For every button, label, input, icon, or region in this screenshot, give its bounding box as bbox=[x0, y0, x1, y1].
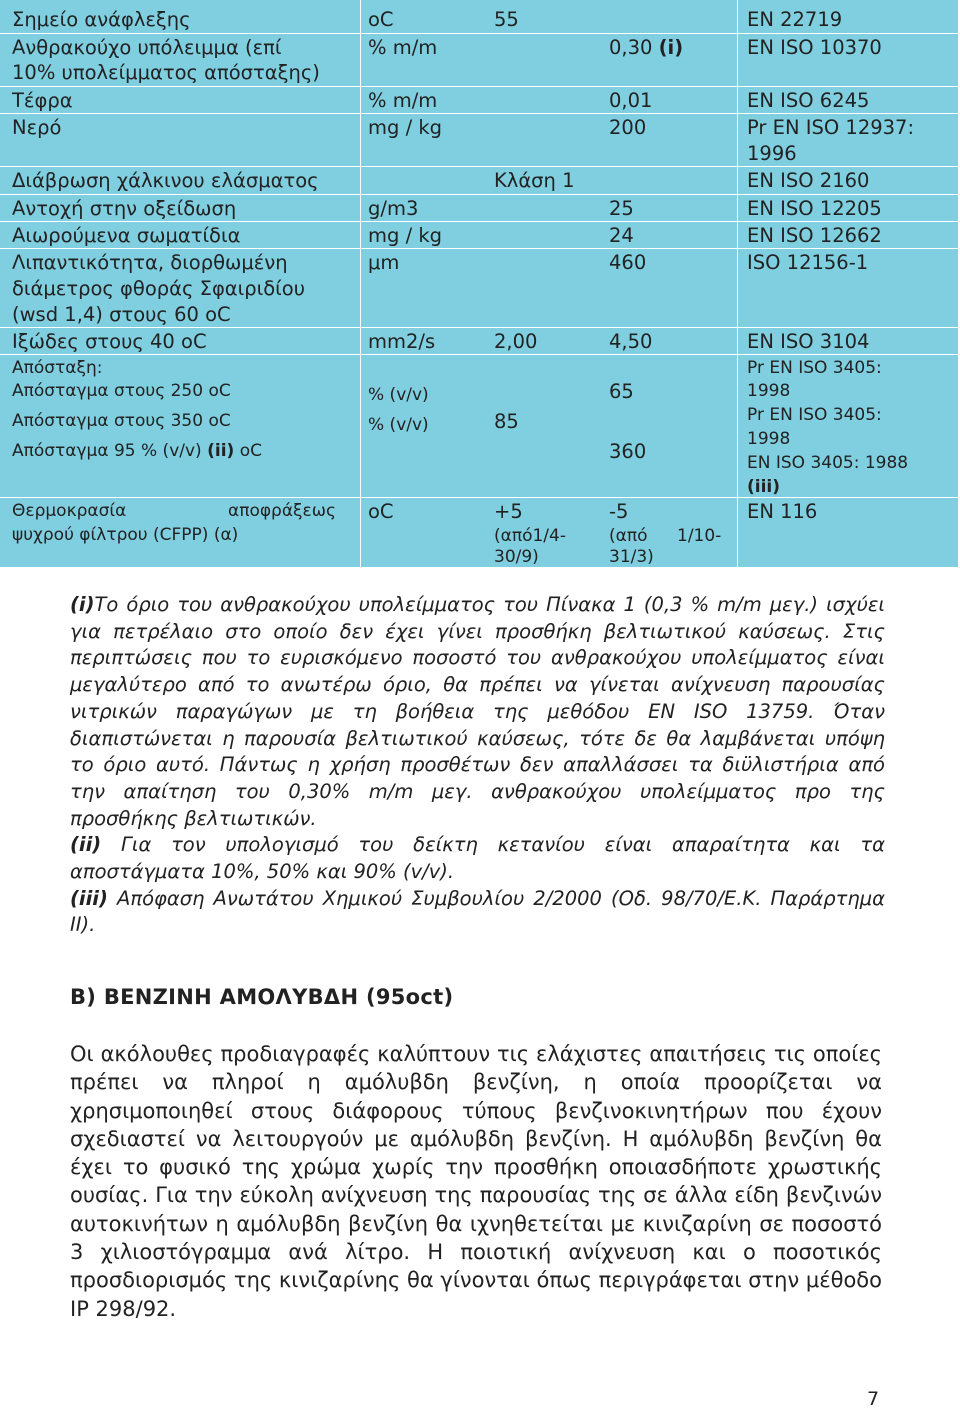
property-label: Θερμοκρασία bbox=[12, 501, 127, 521]
method: EN ISO 10370 bbox=[747, 36, 882, 59]
page-number: 7 bbox=[867, 1388, 880, 1410]
method: EN 22719 bbox=[747, 8, 843, 31]
max-value: 360 bbox=[609, 440, 647, 463]
max-value: 200 bbox=[609, 116, 647, 139]
min-value: 85 bbox=[494, 410, 519, 433]
method: EN ISO 3405: 1988 bbox=[747, 453, 909, 473]
min-value: 55 bbox=[494, 8, 519, 31]
method: EN ISO 12662 bbox=[747, 224, 882, 247]
min-value: 2,00 bbox=[494, 330, 538, 353]
winter-period: 1/10- bbox=[677, 526, 722, 546]
unit: oC bbox=[368, 8, 394, 31]
property-label: Λιπαντικότητα, διορθωμένη bbox=[12, 251, 288, 274]
spec-table bbox=[0, 0, 958, 567]
winter-value: -5 bbox=[609, 500, 629, 523]
winter-period: (από bbox=[609, 526, 648, 546]
summer-value: +5 bbox=[494, 500, 523, 523]
unit: % m/m bbox=[368, 89, 438, 112]
footnote-ii: (ii) Για τον υπολογισμό του δείκτη κετανίου είναι απαραίτητα και τα αποστάγματα 10%, 50% και 90% (v/v). bbox=[70, 833, 885, 884]
summer-period: (από1/4- bbox=[494, 526, 566, 546]
table-row bbox=[0, 354, 958, 498]
method: ISO 12156-1 bbox=[747, 251, 869, 274]
unit: % (v/v) bbox=[368, 415, 429, 435]
footnote-iii: (iii) Απόφαση Ανωτάτου Χημικού Συμβουλίου 2/2000 (Οδ. 98/70/Ε.Κ. Παράρτημα ΙΙ). bbox=[70, 886, 886, 937]
property-label-cont: 10% υπολείμματος απόσταξης) bbox=[12, 61, 320, 84]
table-row bbox=[0, 166, 958, 195]
winter-period-cont: 31/3) bbox=[609, 547, 654, 567]
unit: mg / kg bbox=[368, 224, 443, 247]
method-note: (iii) bbox=[747, 477, 781, 497]
max-value: 65 bbox=[609, 380, 634, 403]
unit: mm2/s bbox=[368, 330, 436, 353]
property-label: Αιωρούμενα σωματίδια bbox=[12, 224, 241, 247]
property-label: αποφράξεως bbox=[228, 501, 336, 521]
max-value: 460 bbox=[609, 251, 647, 274]
property-label: Διάβρωση χάλκινου ελάσματος bbox=[12, 169, 319, 192]
footnotes bbox=[70, 592, 885, 939]
table-row bbox=[0, 327, 958, 355]
method: EN 116 bbox=[747, 500, 818, 523]
method: Pr EN ISO 12937: bbox=[747, 116, 915, 139]
method-cont: 1998 bbox=[747, 381, 791, 401]
method-cont: 1998 bbox=[747, 429, 791, 449]
section-body: Οι ακόλουθες προδιαγραφές καλύπτουν τις ελάχιστες απαιτήσεις τις οποίες πρέπει να πληροί η αμόλυβδη βενζίνη, η οποία προορίζεται να χρησιμοποιηθεί στους διάφορους τύπους βενζινοκινητήρων που έχουν σχεδιαστεί να λειτουργούν με αμόλυβδη βενζίνη. Η αμόλυβδη βενζίνη θα έχει το φυσικό της χρώμα χωρίς την προσθήκη οποιασδήποτε χρωστικής ουσίας. Για την εύκολη ανίχνευση της παρουσίας της σε άλλα είδη βενζινών αυτοκινήτων η αμόλυβδη βενζίνη θα ιχνηθετείται με κινιζαρίνη σε ποσοστό 3 χιλιοστόγραμμα ανά λίτρο. Η ποιοτική ανίχνευση και ο ποσοτικός προσδιορισμός της κινιζαρίνης θα γίνονται όπως περιγράφεται στην μέθοδο IP 298/92. bbox=[70, 1042, 882, 1321]
unit: oC bbox=[368, 500, 394, 523]
table-row bbox=[0, 221, 958, 249]
summer-period-cont: 30/9) bbox=[494, 547, 539, 567]
property-label: Σημείο ανάφλεξης bbox=[12, 8, 191, 31]
property-label-cont: Απόσταγμα στους 350 oC bbox=[12, 411, 231, 431]
table-row bbox=[0, 113, 958, 167]
method: EN ISO 3104 bbox=[747, 330, 870, 353]
property-label-cont: Απόσταγμα 95 % (v/v) (ii) oC bbox=[12, 441, 262, 461]
footnote-i: (i)Το όριο του ανθρακούχου υπολείμματος του Πίνακα 1 (0,3 % m/m μεγ.) ισχύει για πετρέλαιο στο οποίο δεν έχει γίνει προσθήκη βελτιωτικού καύσεως. Στις περιπτώσεις που το ευρισκόμενο ποσοστό του ανθρακούχου υπολείμματος είναι μεγαλύτερο από το ανωτέρω όριο, θα πρέπει να γίνεται ανίχνευση παρουσίας νιτρικών παραγώγων με τη βοήθεια της μεθόδου EN ISO 13759. Όταν διαπιστώνεται η παρουσία βελτιωτικού καύσεως, τότε δε θα λαμβάνεται υπόψη το όριο αυτό. Πάντως η χρήση προσθέτων δεν απαλλάσσει τα διϋλιστήρια από την απαίτηση του 0,30% m/m μεγ. ανθρακούχου υπολείμματος προ της προσθήκης βελτιωτικών. bbox=[70, 593, 885, 830]
value: Κλάση 1 bbox=[494, 169, 575, 192]
property-label: Τέφρα bbox=[12, 89, 73, 112]
unit: μm bbox=[368, 251, 400, 274]
max-value: 4,50 bbox=[609, 330, 653, 353]
property-label-cont: ψυχρού φίλτρου (CFPP) (α) bbox=[12, 525, 239, 545]
method: EN ISO 2160 bbox=[747, 169, 870, 192]
property-label-cont: διάμετρος φθοράς Σφαιριδίου bbox=[12, 277, 305, 300]
method: EN ISO 6245 bbox=[747, 89, 870, 112]
table-row bbox=[0, 497, 958, 568]
unit: mg / kg bbox=[368, 116, 443, 139]
section-heading: Β) ΒΕΝΖΙΝΗ ΑΜΟΛΥΒΔΗ (95oct) bbox=[70, 985, 454, 1009]
unit: % (v/v) bbox=[368, 385, 429, 405]
max-value: 25 bbox=[609, 197, 634, 220]
table-row bbox=[0, 194, 958, 222]
property-label: Αντοχή στην οξείδωση bbox=[12, 197, 237, 220]
method: Pr EN ISO 3405: bbox=[747, 405, 882, 425]
max-value: 24 bbox=[609, 224, 634, 247]
max-value: 0,30 (i) bbox=[609, 36, 684, 59]
max-value: 0,01 bbox=[609, 89, 653, 112]
method: EN ISO 12205 bbox=[747, 197, 882, 220]
property-label-cont: Απόσταγμα στους 250 oC bbox=[12, 381, 231, 401]
property-label-cont: (wsd 1,4) στους 60 oC bbox=[12, 303, 231, 326]
table-row bbox=[0, 0, 958, 33]
unit: g/m3 bbox=[368, 197, 419, 220]
unit: % m/m bbox=[368, 36, 438, 59]
property-label: Ιξώδες στους 40 oC bbox=[12, 330, 207, 353]
property-label: Ανθρακούχο υπόλειμμα (επί bbox=[12, 36, 282, 59]
method-cont: 1996 bbox=[747, 142, 797, 165]
method: Pr EN ISO 3405: bbox=[747, 358, 882, 378]
table-row bbox=[0, 86, 958, 114]
table-row bbox=[0, 33, 958, 87]
property-label: Απόσταξη: bbox=[12, 358, 103, 378]
table-row bbox=[0, 248, 958, 328]
property-label: Νερό bbox=[12, 116, 62, 139]
